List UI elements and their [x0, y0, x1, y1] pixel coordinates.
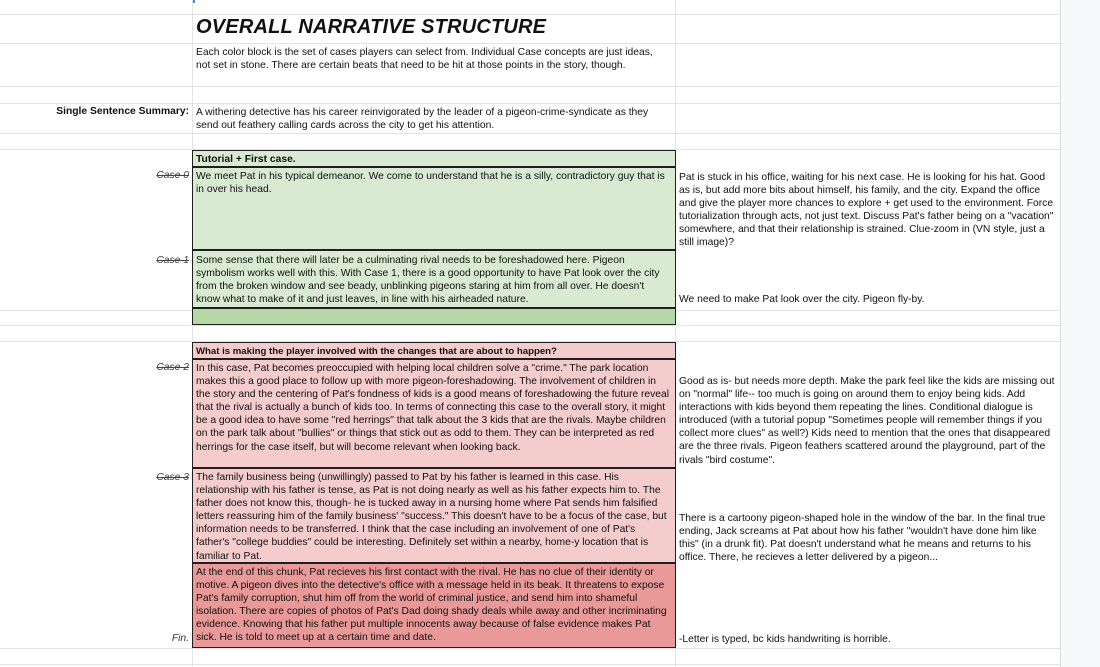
gridline — [0, 664, 1060, 665]
case-label-2: Case 2 — [156, 362, 189, 373]
case-label-1: Case 1 — [156, 255, 189, 266]
fin-text: At the end of this chunk, Pat recieves his first contact with the rival. He has no clue of their identity or motive. A pigeon dives into the detective's office with a message held in its beak. It threatens to expose Pat's family corruption, shut him off from the world of criminal justice, and send him into shameful isolation. There are copies of photos of Pat's Dad doing shady deals while away and other incriminating evidence. Knowing that his father put multiple innocents away because of false evidence makes Pat sick. He is told to meet up at a certain time and date. — [196, 567, 667, 644]
intro-text: Each color block is the set of cases players can select from. Individual Case concepts are just ideas, not set in stone. There are certain beats that need to be hit at those points in the story, though. — [196, 47, 653, 72]
case-0-cell[interactable] — [192, 167, 676, 250]
fin-note: -Letter is typed, bc kids handwriting is horrible. — [679, 634, 891, 645]
case-3-text: The family business being (unwillingly) passed to Pat by his father is learned in this case. His relationship with his father is tense, as Pat is not doing nearly as well as his father expects him to. The father does not know this, though- he is tucked away in a nursing home where Pat sends him falsified letters reassuring him of the family business' "success." This doesn't have to be a focus of the case, but information needs to be transferred. I think that the case including an involvement of one of Pat's father's "college buddies" could be interesting. Definitely set within a nearby, home-y location that is familiar to Pat. — [196, 472, 667, 562]
gridline — [0, 103, 1060, 104]
case-2-text: In this case, Pat becomes preoccupied with helping local children solve a "crime." The park location makes this a good place to follow up with more pigeon-foreshadowing. The involvement of children in the story and the centering of Pat's fondness of kids is a good means of foreshadowing the future reveal that the rival is actually a bunch of kids too. In terms of connecting this case to the overall story, it might be a good idea to have some "red herrings" that talk about the 3 kids that are the rivals. Maybe children on the park talk about "bullies" or things that stick out as odd to them. They can be interpreted as red herrings for the case itself, but will become relevant when looking back. — [196, 363, 670, 453]
gridline — [0, 86, 1060, 87]
section1-header[interactable] — [192, 150, 676, 167]
gridline — [0, 648, 1060, 649]
summary-text: A withering detective has his career reinvigorated by the leader of a pigeon-crime-syndicate as they send out feathery calling cards across the city to get his attention. — [196, 107, 649, 132]
case-0-note: Pat is stuck in his office, waiting for his next case. He is looking for his hat. Good as is, but add more bits about himself, his family, and the city. Expand the office and give the player more chances to explore + get used to the environment. Force tutorialization through acts, not just text. Discuss Pat's father being on a "vacation" somewhere, and that their relationship is strained. Clue-zoom in (VN style, just a still image)? — [679, 172, 1054, 249]
case-1-cell[interactable] — [192, 250, 676, 308]
gridline — [0, 14, 1060, 15]
case-1-note: We need to make Pat look over the city. Pigeon fly-by. — [679, 294, 925, 305]
case-2-note: Good as is- but needs more depth. Make the park feel like the kids are missing out on "normal" life-- too much is going on around them to enjoy being kids. Add interactions with kids beyond them repeating the lines. Conditional dialogue is introduced (with a tutorial popup "Sometimes people will remember things if you collect more clues" as well?) Kids need to mention that the ones that disappeared are the three rivals. Pigeon feathers scattered around the playground, part of the rivals "bird costume". — [679, 376, 1055, 466]
fin-cell[interactable] — [192, 563, 676, 648]
gridline — [0, 325, 1060, 326]
case-1-text: Some sense that there will later be a culminating rival needs to be foreshadowed here. Pigeon symbolism works well with this. With Case 1, there is a good opportunity to have Pat look over the city from the broken window and see beady, unblinking pigeons staring at him from all over. He doesn't know what to make of it and just leaves, in line with his airheaded nature. — [196, 255, 660, 306]
case-label-3: Case 3 — [156, 472, 189, 483]
scrollbar-strip[interactable] — [1060, 0, 1100, 667]
case-0-text: We meet Pat in his typical demeanor. We come to understand that he is a silly, contradictory guy that is in over his head. — [196, 171, 665, 196]
section1-header-text: Tutorial + First case. — [196, 154, 296, 165]
summary-label: Single Sentence Summary: — [56, 106, 189, 117]
section1-footer[interactable] — [192, 308, 676, 325]
case-3-note: There is a cartoony pigeon-shaped hole in the window of the bar. In the final true ending, Jack screams at Pat about how his father "wouldn't have done him like this" (in a drunk fit). Pat doesn't understand what he means and returns to his office. There, he recieves a letter delivered by a pigeon... — [679, 513, 1046, 564]
section2-header[interactable] — [192, 342, 676, 359]
section2-header-text: What is making the player involved with the changes that are about to happen? — [196, 346, 557, 357]
case-label-0: Case 0 — [156, 170, 189, 181]
gridline — [0, 43, 1060, 44]
case-label-fin: Fin. — [171, 633, 189, 644]
page-title: OVERALL NARRATIVE STRUCTURE — [196, 16, 547, 38]
case-3-cell[interactable] — [192, 468, 676, 563]
case-2-cell[interactable] — [192, 359, 676, 468]
